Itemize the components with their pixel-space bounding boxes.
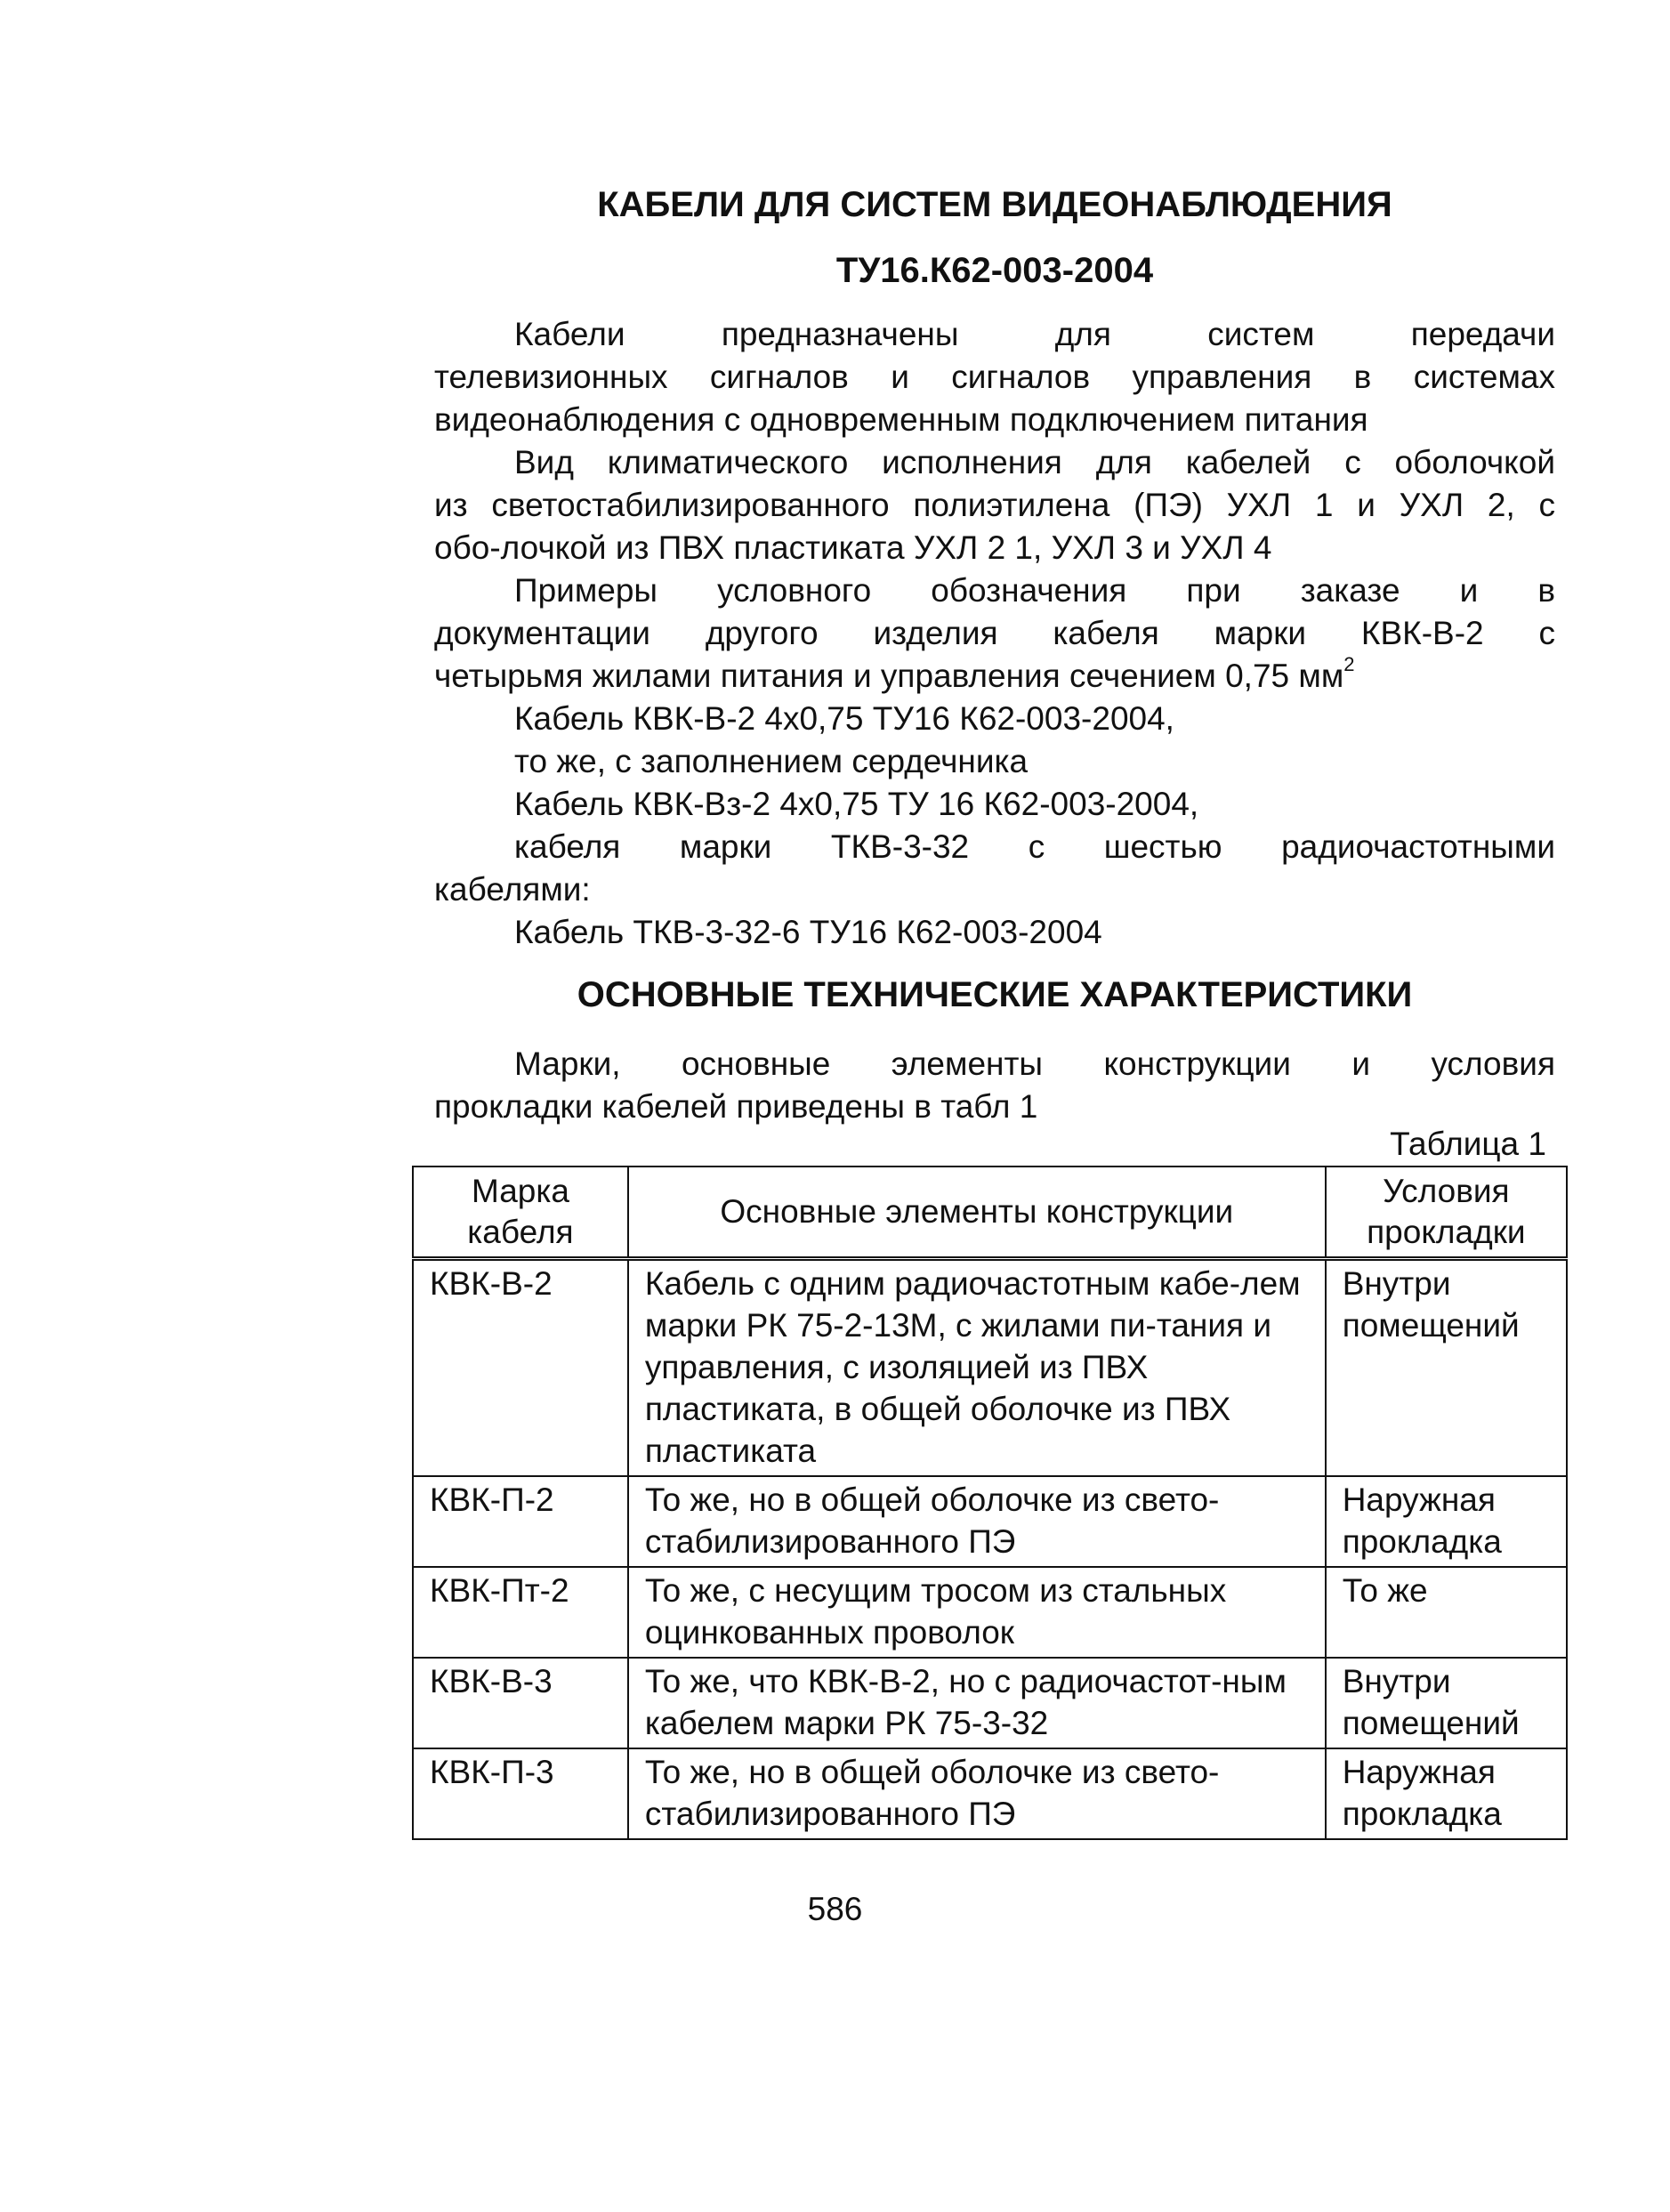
cell-mark: КВК-В-3: [413, 1658, 628, 1748]
table-header-row: [413, 1167, 1567, 1259]
standard-code: ТУ16.К62-003-2004: [835, 251, 1154, 290]
example-line: Кабель КВК-Вз-2 4х0,75 ТУ 16 К62-003-2004,: [514, 786, 1199, 822]
example-line: кабеля марки ТКВ-3-32 с шестью радиочастотными: [514, 828, 1555, 865]
intro-line: Вид климатического исполнения для кабелей с оболочкой: [514, 444, 1555, 480]
cell-elements: Кабель с одним радиочастотным кабе-лем марки РК 75-2-13М, с жилами пи-тания и управления, с изоляцией из ПВХ пластиката, в общей оболочке из ПВХ пластиката: [628, 1259, 1326, 1477]
header-elements: Основные элементы конструкции: [628, 1167, 1326, 1259]
section-line: Марки, основные элементы конструкции и условия: [514, 1045, 1555, 1082]
table-row: [413, 1567, 1567, 1658]
cell-elements: То же, но в общей оболочке из свето-стабилизированного ПЭ: [628, 1748, 1326, 1839]
intro-line: [434, 655, 1555, 698]
cell-mark: КВК-Пт-2: [413, 1567, 628, 1658]
cell-mark: КВК-П-3: [413, 1748, 628, 1839]
document-title: КАБЕЛИ ДЛЯ СИСТЕМ ВИДЕОНАБЛЮДЕНИЯ: [597, 185, 1392, 224]
cell-elements: То же, но в общей оболочке из свето-стабилизированного ПЭ: [628, 1476, 1326, 1567]
cell-conditions: Наружная прокладка: [1326, 1476, 1567, 1567]
intro-line: видеонаблюдения с одновременным подключением питания: [434, 401, 1368, 438]
intro-line: из светостабилизированного полиэтилена (ПЭ) УХЛ 1 и УХЛ 2, с: [434, 487, 1555, 523]
cell-conditions: Внутри помещений: [1326, 1658, 1567, 1748]
section-text: [434, 1043, 1555, 1128]
intro-line: Кабели предназначены для систем передачи: [514, 316, 1555, 352]
example-line: то же, с заполнением сердечника: [514, 743, 1029, 779]
cell-conditions: Внутри помещений: [1326, 1259, 1567, 1477]
example-line: Кабель ТКВ-3-32-6 ТУ16 К62-003-2004: [514, 914, 1102, 950]
intro-line: Примеры условного обозначения при заказе и в: [514, 572, 1555, 609]
superscript: 2: [1343, 653, 1355, 675]
intro-line: телевизионных сигналов и сигналов управления в системах: [434, 359, 1555, 395]
intro-line: документации другого изделия кабеля марки КВК-В-2 с: [434, 615, 1555, 651]
table-row: [413, 1658, 1567, 1748]
section-line: прокладки кабелей приведены в табл 1: [434, 1088, 1038, 1125]
cell-conditions: Наружная прокладка: [1326, 1748, 1567, 1839]
table-row: [413, 1476, 1567, 1567]
example-line: Кабель КВК-В-2 4х0,75 ТУ16 К62-003-2004,: [514, 700, 1174, 737]
intro-line-text: четырьмя жилами питания и управления сечением 0,75 мм: [434, 658, 1344, 694]
example-line: кабелями:: [434, 871, 591, 908]
cell-elements: То же, с несущим тросом из стальных оцинкованных проволок: [628, 1567, 1326, 1658]
header-mark: Марка кабеля: [413, 1167, 628, 1259]
section-title: ОСНОВНЫЕ ТЕХНИЧЕСКИЕ ХАРАКТЕРИСТИКИ: [577, 975, 1413, 1014]
intro-line: обо-лочкой из ПВХ пластиката УХЛ 2 1, УХЛ 3 и УХЛ 4: [434, 529, 1272, 566]
table-caption: Таблица 1: [1390, 1126, 1546, 1162]
page-number: 586: [807, 1891, 863, 1927]
table-row: [413, 1748, 1567, 1839]
header-conditions: Условия прокладки: [1326, 1167, 1567, 1259]
cable-table: [412, 1166, 1568, 1840]
intro-text: [434, 313, 1555, 954]
table-row: [413, 1259, 1567, 1477]
cell-mark: КВК-В-2: [413, 1259, 628, 1477]
cell-elements: То же, что КВК-В-2, но с радиочастот-ным кабелем марки РК 75-3-32: [628, 1658, 1326, 1748]
cell-conditions: То же: [1326, 1567, 1567, 1658]
cell-mark: КВК-П-2: [413, 1476, 628, 1567]
